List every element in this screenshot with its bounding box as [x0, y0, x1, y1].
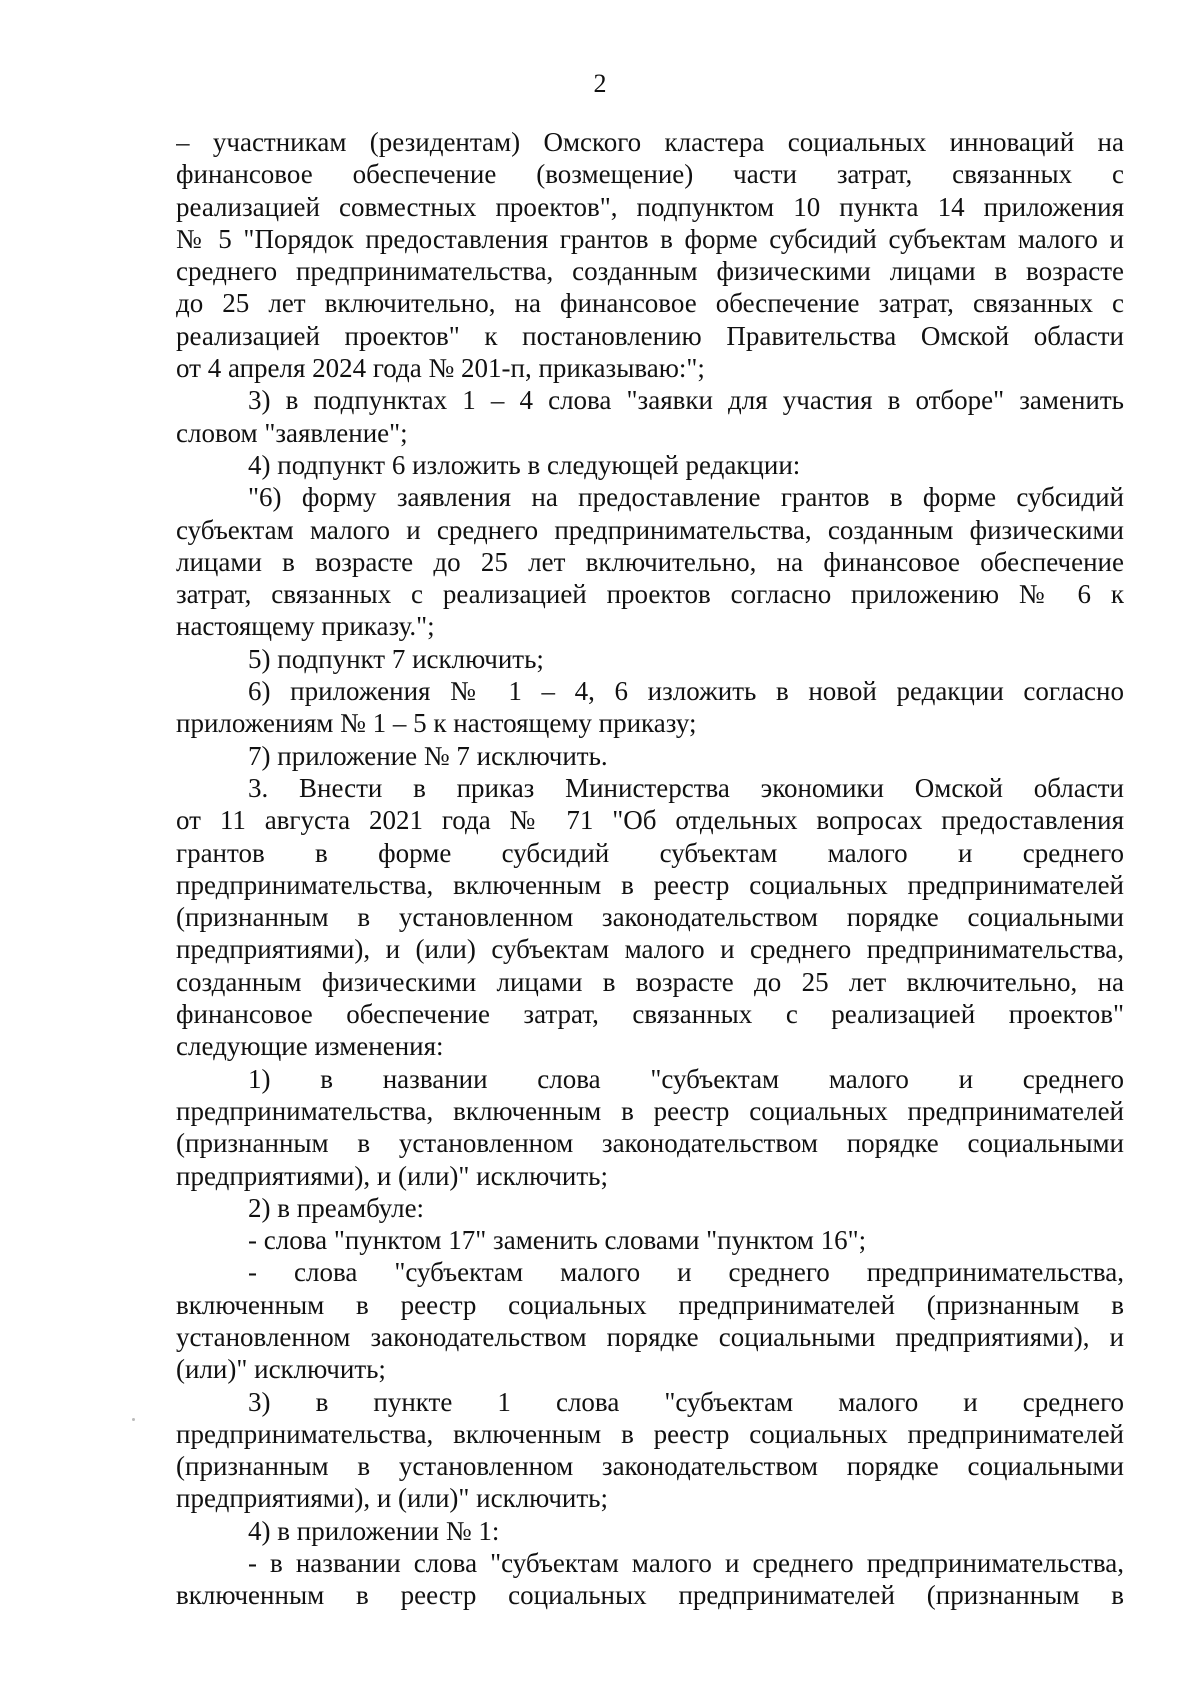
text-line: 5) подпункт 7 исключить; [248, 643, 544, 674]
text-line: предпринимательства, включенным в реестр социальных предпринимателей [176, 1095, 1124, 1126]
text-line: (или)" исключить; [176, 1354, 386, 1385]
text-line: настоящему приказу."; [176, 611, 435, 642]
text-line: (признанным в установленном законодательством порядке социальными [176, 902, 1124, 933]
text-line: "6) форму заявления на предоставление грантов в форме субсидий [248, 482, 1124, 513]
text-line: грантов в форме субсидий субъектам малого и среднего [176, 837, 1124, 868]
text-line: - слова "пунктом 17" заменить словами "пунктом 16"; [248, 1225, 867, 1256]
text-line: 6) приложения № 1 – 4, 6 изложить в новой редакции согласно [248, 676, 1124, 707]
text-line: 3. Внести в приказ Министерства экономики Омской области [248, 772, 1124, 803]
text-line: включенным в реестр социальных предпринимателей (признанным в [176, 1580, 1124, 1611]
text-line: 1) в названии слова "субъектам малого и среднего [248, 1063, 1124, 1094]
text-line: финансовое обеспечение (возмещение) части затрат, связанных с [176, 159, 1124, 190]
text-line: - в названии слова "субъектам малого и среднего предпринимательства, [248, 1548, 1124, 1579]
text-line: - слова "субъектам малого и среднего предпринимательства, [248, 1257, 1124, 1288]
page-number: 2 [593, 69, 607, 98]
text-line: до 25 лет включительно, на финансовое обеспечение затрат, связанных с [176, 288, 1124, 319]
text-line: от 11 августа 2021 года № 71 "Об отдельных вопросах предоставления [176, 805, 1124, 836]
text-line: от 4 апреля 2024 года № 201-п, приказываю:"; [176, 353, 705, 384]
text-line: предпринимательства, включенным в реестр социальных предпринимателей [176, 869, 1124, 900]
text-line: включенным в реестр социальных предпринимателей (признанным в [176, 1289, 1124, 1320]
text-line: 3) в пункте 1 слова "субъектам малого и среднего [248, 1386, 1124, 1417]
document-body [176, 126, 1124, 1612]
text-line: предприятиями), и (или)" исключить; [176, 1483, 608, 1514]
text-line: затрат, связанных с реализацией проектов согласно приложению № 6 к [176, 579, 1124, 610]
text-line: приложениям № 1 – 5 к настоящему приказу; [176, 708, 697, 739]
text-line: среднего предпринимательства, созданным физическими лицами в возрасте [176, 256, 1124, 287]
text-line: финансовое обеспечение затрат, связанных с реализацией проектов" [176, 999, 1124, 1030]
text-line: реализацией совместных проектов", подпунктом 10 пункта 14 приложения [176, 191, 1124, 222]
text-line: (признанным в установленном законодательством порядке социальными [176, 1128, 1124, 1159]
text-line: – участникам (резидентам) Омского кластера социальных инноваций на [176, 127, 1124, 157]
text-line: предприятиями), и (или)" исключить; [176, 1160, 608, 1191]
text-line: предпринимательства, включенным в реестр социальных предпринимателей [176, 1418, 1124, 1449]
text-line: лицами в возрасте до 25 лет включительно, на финансовое обеспечение [176, 546, 1124, 577]
text-line: 7) приложение № 7 исключить. [248, 740, 608, 771]
text-line: созданным физическими лицами в возрасте до 25 лет включительно, на [176, 966, 1124, 997]
text-line: № 5 "Порядок предоставления грантов в форме субсидий субъектам малого и [176, 223, 1124, 254]
text-line: субъектам малого и среднего предпринимательства, созданным физическими [176, 514, 1124, 545]
scan-speck [132, 1418, 135, 1421]
text-line: 2) в преамбуле: [248, 1192, 425, 1223]
text-line: установленном законодательством порядке социальными предприятиями), и [176, 1321, 1124, 1352]
text-line: (признанным в установленном законодательством порядке социальными [176, 1451, 1124, 1482]
text-line: реализацией проектов" к постановлению Правительства Омской области [176, 320, 1124, 351]
text-line: словом "заявление"; [176, 417, 408, 448]
text-line: 3) в подпунктах 1 – 4 слова "заявки для участия в отборе" заменить [248, 385, 1124, 416]
text-line: предприятиями), и (или) субъектам малого и среднего предпринимательства, [176, 934, 1124, 965]
text-line: 4) в приложении № 1: [248, 1515, 500, 1546]
text-line: 4) подпункт 6 изложить в следующей редакции: [248, 449, 801, 480]
text-line: следующие изменения: [176, 1031, 444, 1062]
